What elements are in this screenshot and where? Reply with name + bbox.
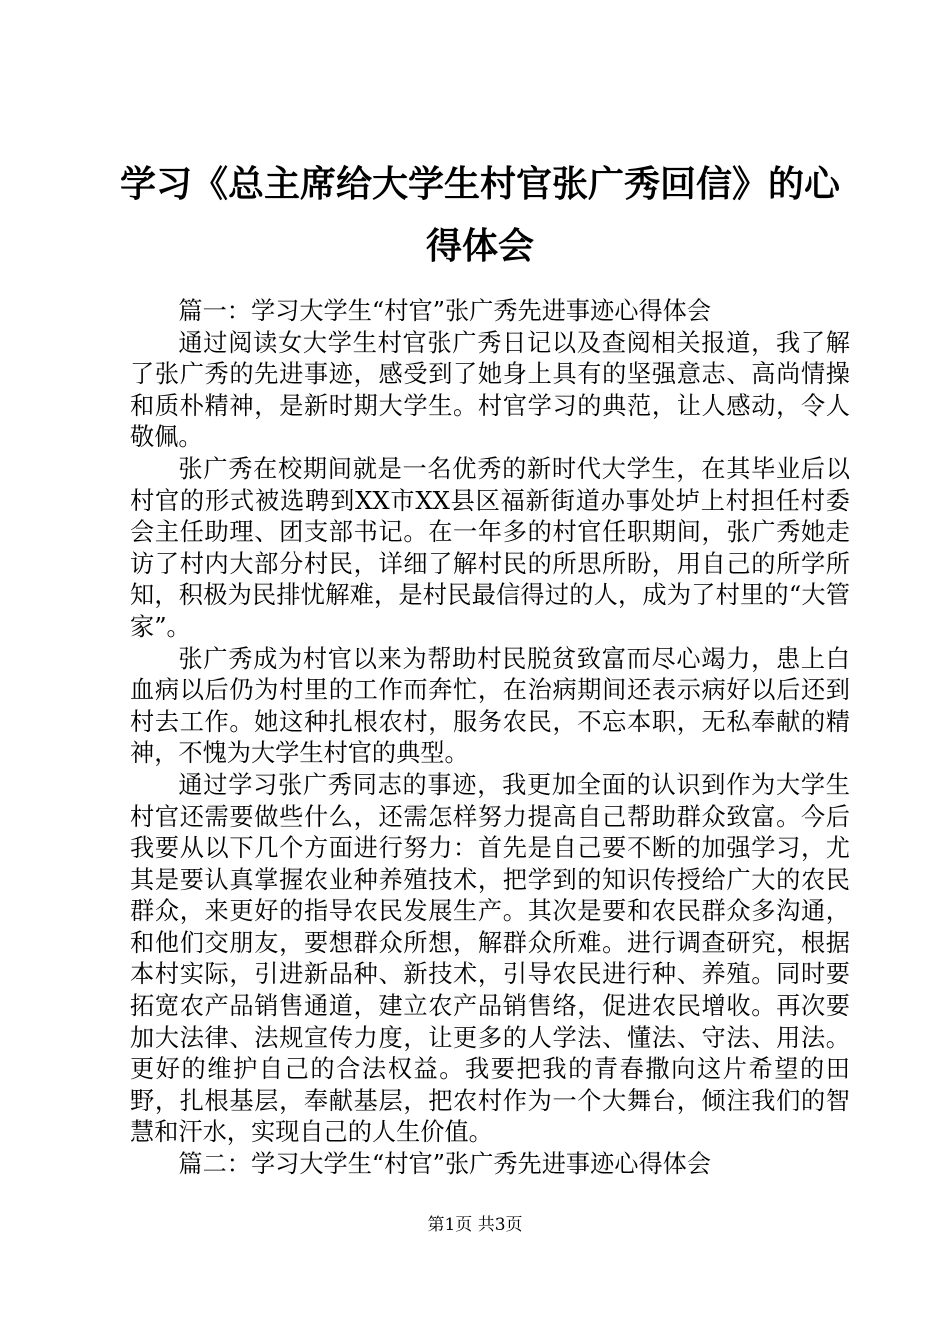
body-paragraph-1: 通过阅读女大学生村官张广秀日记以及查阅相关报道，我了解了张广秀的先进事迹，感受到了她身上具有的坚强意志、高尚情操和质朴精神，是新时期大学生。村官学习的典范，让人感动，令人敬佩。: [130, 328, 850, 452]
body-paragraph-3: 张广秀成为村官以来为帮助村民脱贫致富而尽心竭力，患上白血病以后仍为村里的工作而奔忙，在治病期间还表示病好以后还到村去工作。她这种扎根农村，服务农民，不忘本职，无私奉献的精神，不愧为大学生村官的典型。: [130, 644, 850, 768]
page-footer: 第1页 共3页: [427, 1215, 523, 1235]
body-paragraph-2: 张广秀在校期间就是一名优秀的新时代大学生，在其毕业后以村官的形式被选聘到XX市XX县区福新街道办事处垆上村担任村委会主任助理、团支部书记。在一年多的村官任职期间，张广秀她走访了村内大部分村民，详细了解村民的所思所盼，用自己的所学所知，积极为民排忧解难，是村民最信得过的人，成为了村里的“大管家”。: [130, 454, 850, 641]
body-paragraph-4: 通过学习张广秀同志的事迹，我更加全面的认识到作为大学生村官还需要做些什么，还需怎样努力提高自己帮助群众致富。今后我要从以下几个方面进行努力：首先是自己要不断的加强学习，尤其是要认真掌握农业种养殖技术，把学到的知识传授给广大的农民群众，来更好的指导农民发展生产。其次是要和农民群众多沟通，和他们交朋友，要想群众所想，解群众所难。进行调查研究，根据本村实际，引进新品种、新技术，引导农民进行种、养殖。同时要拓宽农产品销售通道，建立农产品销售络，促进农民增收。再次要加大法律、法规宣传力度，让更多的人学法、懂法、守法、用法。更好的维护自己的合法权益。我要把我的青春撒向这片希望的田野，扎根基层，奉献基层，把农村作为一个大舞台，倾注我们的智慧和汗水，实现自己的人生价值。: [130, 770, 850, 1147]
document-title-line-1: 学习《总主席给大学生村官张广秀回信》的心: [119, 163, 840, 205]
section-heading-1: 篇一：学习大学生“村官”张广秀先进事迹心得体会: [178, 297, 712, 325]
section-heading-2: 篇二：学习大学生“村官”张广秀先进事迹心得体会: [178, 1150, 712, 1179]
document-body: [130, 296, 850, 1181]
document-title-line-2: 得体会: [425, 225, 534, 267]
